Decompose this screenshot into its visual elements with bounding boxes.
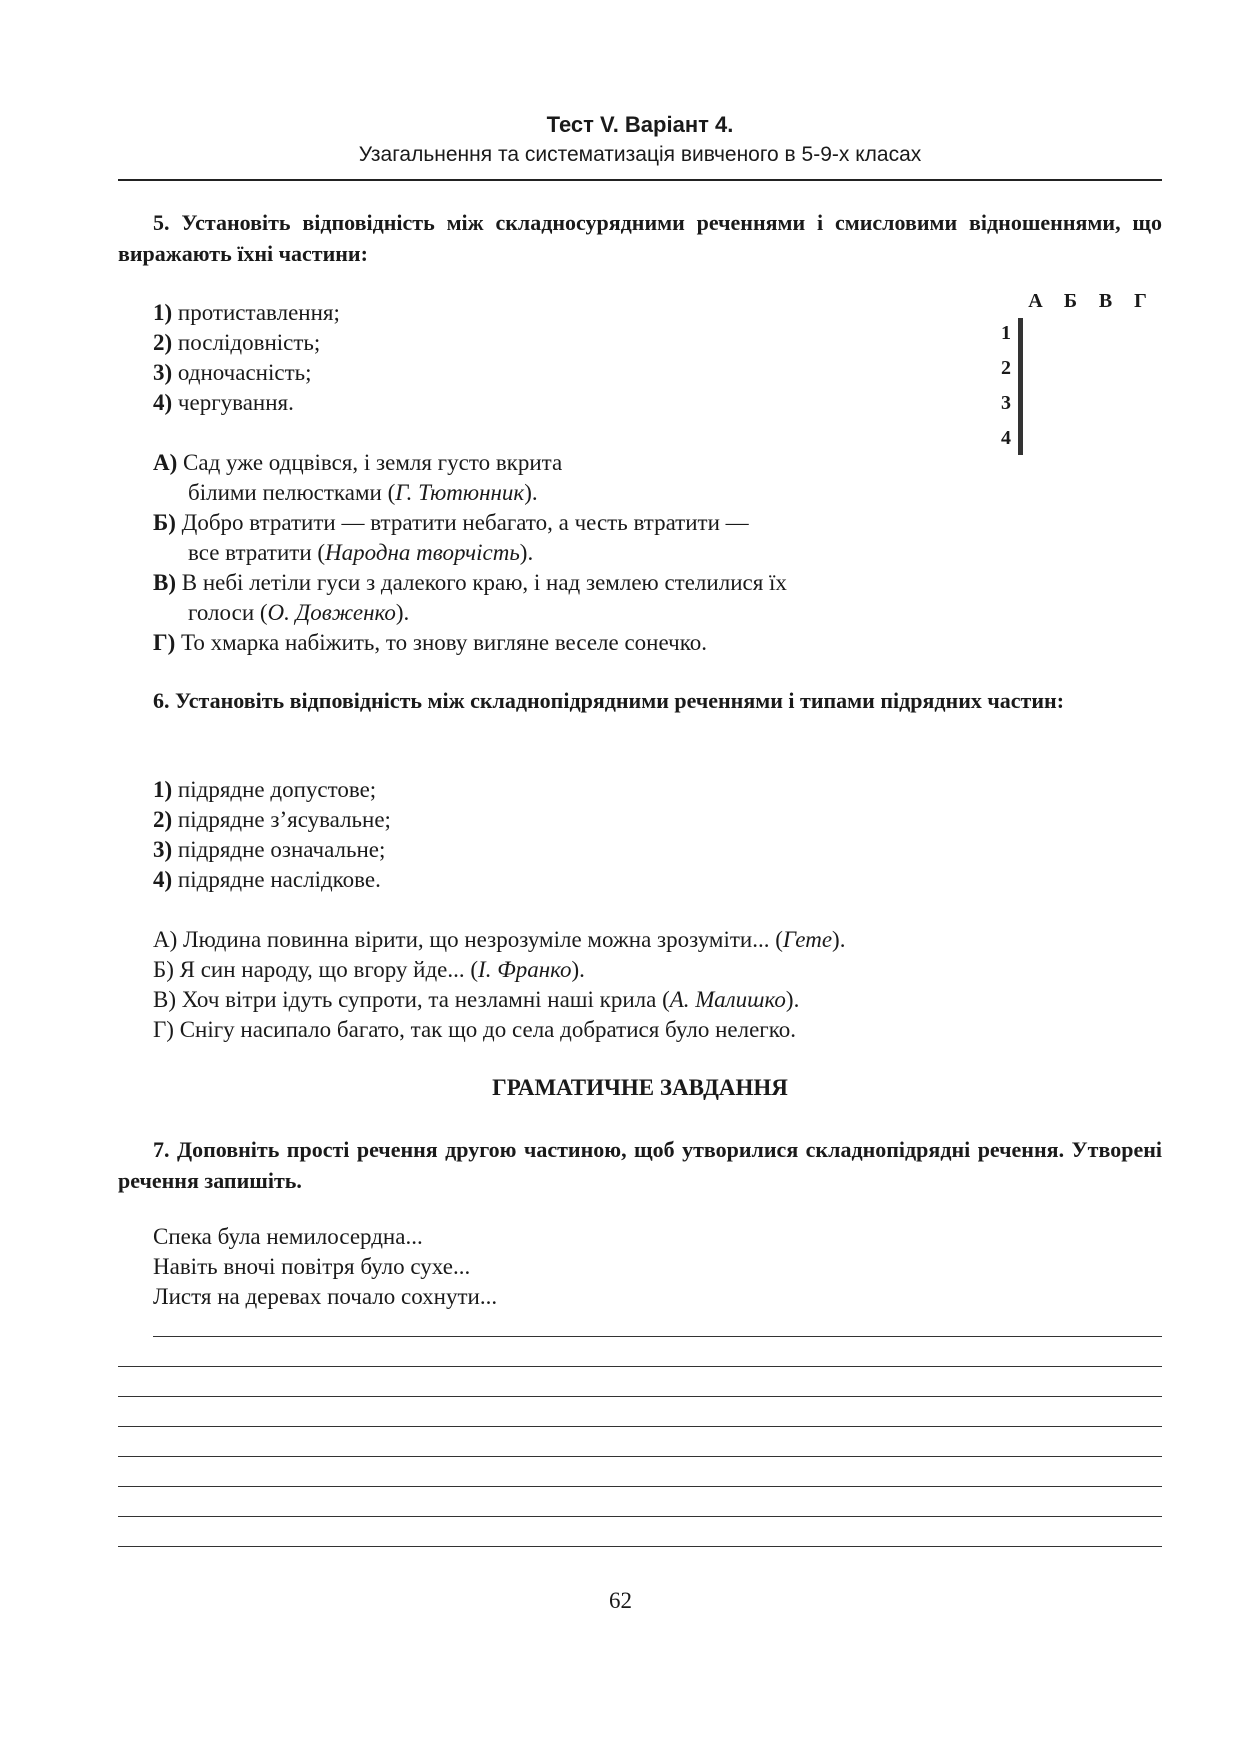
list-item: 4) чергування. [153, 390, 294, 415]
list-item: 4) підрядне наслідкове. [153, 867, 381, 892]
answer-line[interactable] [118, 1426, 1162, 1427]
answer-line[interactable] [118, 1516, 1162, 1517]
list-item: В) В небі летіли гуси з далекого краю, і над землею стелилися їх [153, 570, 787, 595]
page-header [118, 110, 1162, 170]
list-item: Навіть вночі повітря було сухе... [153, 1254, 471, 1279]
task5-sentences [153, 448, 787, 658]
grid-col-label: Г [1134, 290, 1147, 312]
list-item: В) Хоч вітри ідуть супроти, та незламні наші крила (А. Малишко). [153, 987, 800, 1012]
answer-line[interactable] [118, 1546, 1162, 1547]
list-item: Б) Добро втратити — втратити небагато, а честь втратити — [153, 510, 749, 535]
test-subtitle: Узагальнення та систематизація вивченого в 5-9-х класах [358, 143, 922, 166]
grid-cell[interactable] [1022, 319, 1023, 353]
list-item: 2) послідовність; [153, 330, 321, 355]
grid-col-label: В [1098, 290, 1113, 312]
answer-line[interactable] [118, 1366, 1162, 1367]
task5-options [153, 298, 340, 418]
task7-prompt: 7. Доповніть прості речення другою частиною, щоб утворилися складнопідрядні речення. Утворені речення запишіть. [118, 1137, 1162, 1193]
answer-line[interactable] [118, 1486, 1162, 1487]
list-item: А) Людина повинна вірити, що незрозуміле можна зрозуміти... (Гете). [153, 927, 846, 952]
list-item: 3) одночасність; [153, 360, 312, 385]
grid-cell[interactable] [1022, 353, 1023, 387]
grid-row-label: 4 [1001, 427, 1011, 449]
task6-sentences [153, 925, 845, 1045]
grid-cell[interactable] [1022, 421, 1023, 455]
test-title: Тест V. Варіант 4. [546, 112, 734, 137]
task5-prompt: 5. Установіть відповідність між складносурядними реченнями і смисловими відношеннями, що виражають їхні частини: [118, 210, 1162, 266]
page-number: 62 [609, 1588, 632, 1613]
task7-lines [153, 1222, 497, 1312]
answer-line[interactable] [153, 1336, 1162, 1337]
list-item: 3) підрядне означальне; [153, 837, 386, 862]
answer-line[interactable] [118, 1456, 1162, 1457]
section-title: ГРАМАТИЧНЕ ЗАВДАННЯ [492, 1075, 788, 1100]
list-item: 1) підрядне допустове; [153, 777, 377, 802]
list-item: А) Сад уже одцвівся, і земля густо вкрита [153, 450, 563, 475]
list-item: Г) То хмарка набіжить, то знову вигляне веселе сонечко. [153, 630, 707, 655]
grid-row-label: 1 [1001, 322, 1011, 344]
list-item: Б) Я син народу, що вгору йде... (І. Франко). [153, 957, 585, 982]
grid-col-label: А [1028, 290, 1043, 312]
list-item: голоси (О. Довженко). [188, 600, 410, 625]
grid-row-label: 2 [1001, 357, 1011, 379]
header-divider [118, 179, 1162, 181]
answer-grid-table [1018, 318, 1023, 455]
grid-cell[interactable] [1022, 387, 1023, 421]
answer-line[interactable] [118, 1396, 1162, 1397]
list-item: білими пелюстками (Г. Тютюнник). [188, 480, 538, 505]
list-item: Листя на деревах почало сохнути... [153, 1284, 498, 1309]
grid-row-label: 3 [1001, 392, 1011, 414]
task6-prompt: 6. Установіть відповідність між складнопідрядними реченнями і типами підрядних частин: [153, 688, 1065, 713]
list-item: 1) протиставлення; [153, 300, 340, 325]
list-item: Спека була немилосердна... [153, 1224, 423, 1249]
list-item: Г) Снігу насипало багато, так що до села добратися було нелегко. [153, 1017, 796, 1042]
grid-col-label: Б [1063, 290, 1078, 312]
task6-options [153, 775, 391, 895]
list-item: все втратити (Народна творчість). [188, 540, 534, 565]
list-item: 2) підрядне з’ясувальне; [153, 807, 391, 832]
